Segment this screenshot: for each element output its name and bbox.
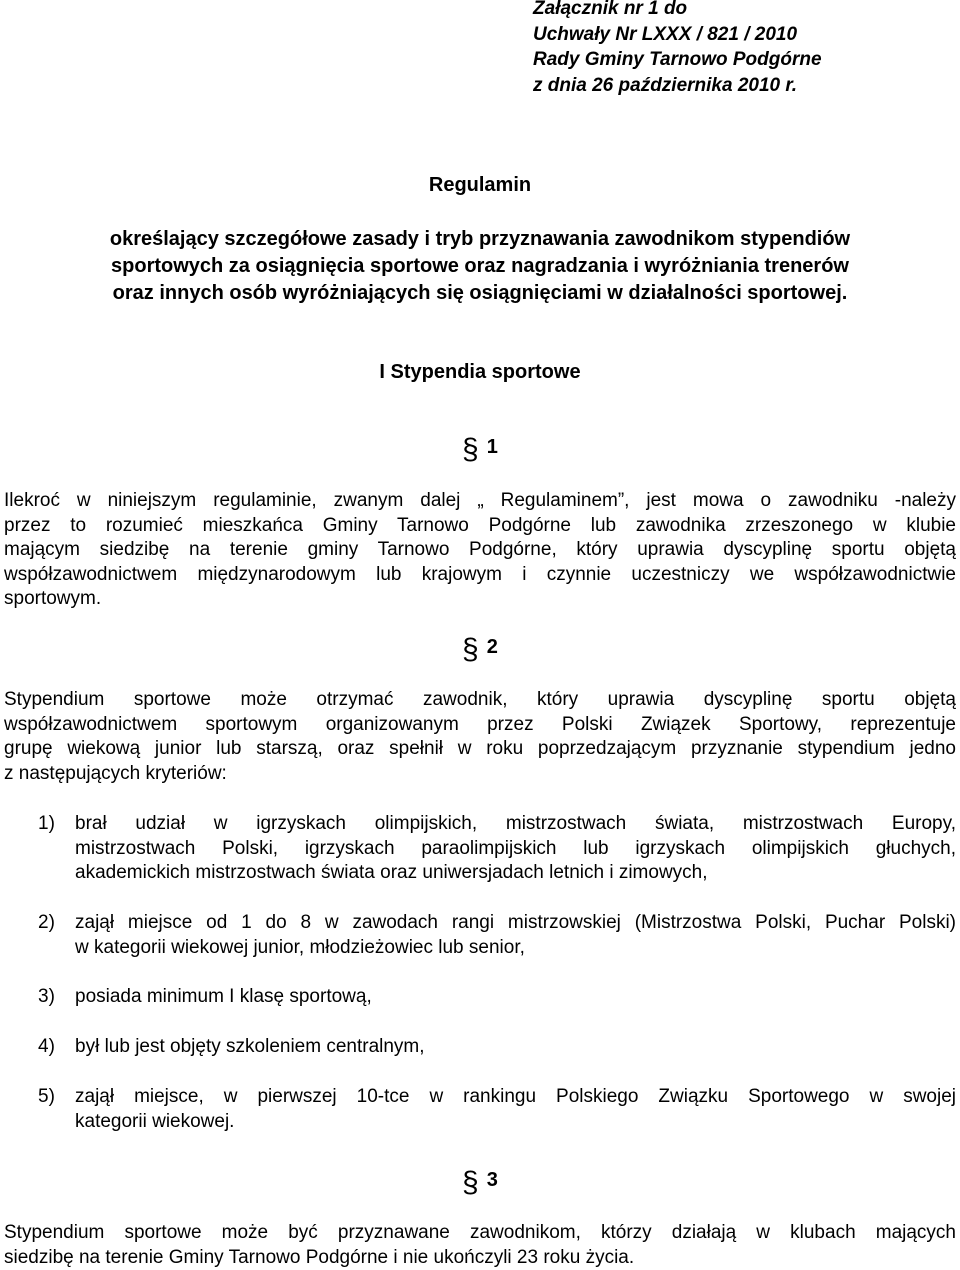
paragraph-2-heading	[462, 635, 498, 663]
paragraph-1-text	[4, 489, 956, 612]
text-line: przez to rozumieć mieszkańca Gminy Tarnowo Podgórne lub zawodnika zrzeszonego w klubie	[4, 514, 956, 539]
section-sign-icon: §	[462, 638, 479, 663]
paragraph-number: 3	[487, 1169, 498, 1191]
text-line: współzawodnictwem międzynarodowym lub krajowym i czynnie uczestniczy we współzawodnictwie	[4, 563, 956, 588]
item-line: posiada minimum I klasę sportową,	[75, 985, 956, 1010]
text-line: współzawodnictwem sportowym organizowanym przez Polski Związek Sportowy, reprezentuje	[4, 713, 956, 738]
item-line: zajął miejsce, w pierwszej 10-tce w rankingu Polskiego Związku Sportowego w swojej	[75, 1085, 956, 1110]
item-number: 2)	[38, 911, 55, 936]
item-number: 4)	[38, 1035, 55, 1060]
text-line: Stypendium sportowe może otrzymać zawodnik, który uprawia dyscyplinę sportu objętą	[4, 688, 956, 713]
item-number: 3)	[38, 985, 55, 1010]
criteria-item-1	[38, 812, 956, 886]
section-heading: I Stypendia sportowe	[0, 360, 960, 385]
criteria-item-4	[38, 1035, 956, 1060]
criteria-item-2	[38, 911, 956, 960]
text-line: siedzibę na terenie Gminy Tarnowo Podgórne i nie ukończyli 23 roku życia.	[4, 1246, 956, 1270]
header-line: z dnia 26 października 2010 r.	[533, 73, 822, 99]
item-line: mistrzostwach Polski, igrzyskach paraolimpijskich lub igrzyskach olimpijskich głuchych,	[75, 837, 956, 862]
text-line: sportowym.	[4, 587, 956, 612]
title-subtitle	[0, 226, 960, 307]
text-line: Stypendium sportowe może być przyznawane zawodnikom, którzy działają w klubach mających	[4, 1221, 956, 1246]
item-line: w kategorii wiekowej junior, młodzieżowiec lub senior,	[75, 936, 956, 961]
paragraph-2-text	[4, 688, 956, 786]
header-line: Uchwały Nr LXXX / 821 / 2010	[533, 22, 822, 48]
section-sign-icon: §	[462, 1171, 479, 1196]
text-line: mającym siedzibę na terenie gminy Tarnowo Podgórne, który uprawia dyscyplinę sportu objętą	[4, 538, 956, 563]
item-line: kategorii wiekowej.	[75, 1110, 956, 1135]
criteria-item-5	[38, 1085, 956, 1134]
item-line: był lub jest objęty szkoleniem centralnym,	[75, 1035, 956, 1060]
paragraph-number: 2	[487, 636, 498, 658]
paragraph-number: 1	[487, 436, 498, 458]
paragraph-3-text	[4, 1221, 956, 1270]
section-sign-icon: §	[462, 438, 479, 463]
paragraph-1-heading	[462, 435, 498, 463]
item-number: 5)	[38, 1085, 55, 1110]
text-line: z następujących kryteriów:	[4, 762, 956, 787]
title-line: oraz innych osób wyróżniających się osiągnięciami w działalności sportowej.	[0, 280, 960, 307]
title-line: określający szczegółowe zasady i tryb przyznawania zawodnikom stypendiów	[0, 226, 960, 253]
item-line: brał udział w igrzyskach olimpijskich, mistrzostwach świata, mistrzostwach Europy,	[75, 812, 956, 837]
paragraph-3-heading	[462, 1168, 498, 1196]
text-line: Ilekroć w niniejszym regulaminie, zwanym dalej „ Regulaminem”, jest mowa o zawodniku -należy	[4, 489, 956, 514]
item-number: 1)	[38, 812, 55, 837]
title-line: sportowych za osiągnięcia sportowe oraz nagradzania i wyróżniania trenerów	[0, 253, 960, 280]
document-title: Regulamin	[0, 172, 960, 199]
criteria-item-3	[38, 985, 956, 1010]
item-line: akademickich mistrzostwach świata oraz uniwersjadach letnich i zimowych,	[75, 861, 956, 886]
text-line: grupę wiekową junior lub starszą, oraz spełnił w roku poprzedzającym przyznanie stypendium jedno	[4, 737, 956, 762]
item-line: zajął miejsce od 1 do 8 w zawodach rangi mistrzowskiej (Mistrzostwa Polski, Puchar Polski)	[75, 911, 956, 936]
attachment-header	[533, 0, 822, 98]
header-line: Rady Gminy Tarnowo Podgórne	[533, 47, 822, 73]
header-line: Załącznik nr 1 do	[533, 0, 822, 22]
